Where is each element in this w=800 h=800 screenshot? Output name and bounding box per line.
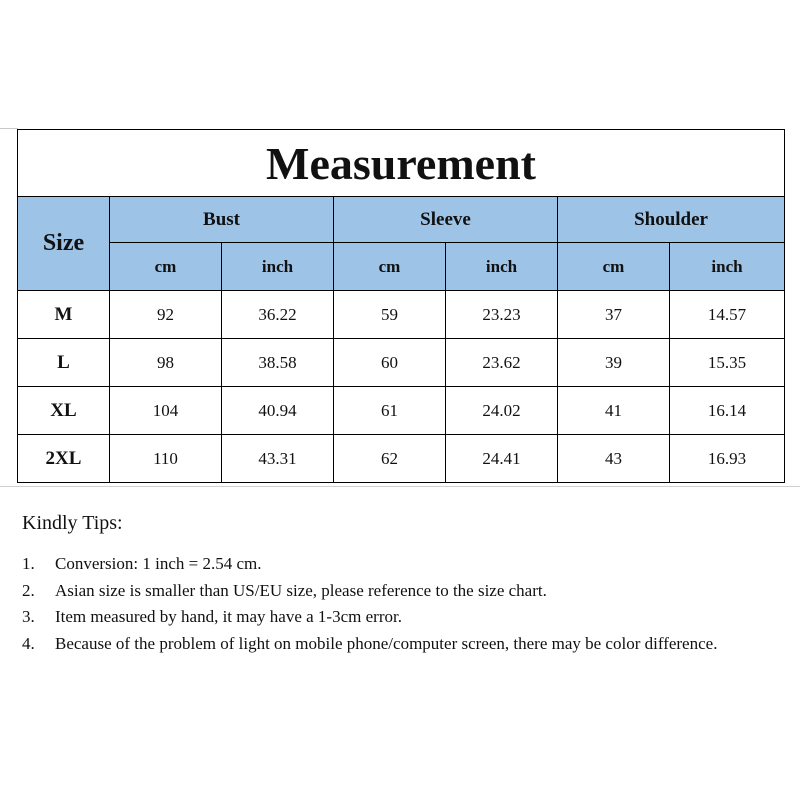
table-cell: 98 — [110, 339, 222, 387]
table-row — [18, 387, 785, 435]
unit-header: inch — [222, 243, 334, 291]
tip-number: 3. — [22, 607, 35, 626]
table-cell: 104 — [110, 387, 222, 435]
sleeve-header: Sleeve — [334, 197, 558, 243]
tip-text: Conversion: 1 inch = 2.54 cm. — [55, 554, 262, 573]
measurement-table — [17, 129, 785, 483]
bust-header: Bust — [110, 197, 334, 243]
size-cell: M — [18, 291, 110, 339]
table-cell: 38.58 — [222, 339, 334, 387]
table-cell: 110 — [110, 435, 222, 483]
top-divider — [0, 128, 18, 129]
table-cell: 23.62 — [446, 339, 558, 387]
table-cell: 43 — [558, 435, 670, 483]
unit-header: cm — [558, 243, 670, 291]
table-cell: 62 — [334, 435, 446, 483]
list-item — [22, 631, 782, 658]
table-cell: 39 — [558, 339, 670, 387]
size-cell: XL — [18, 387, 110, 435]
tip-text: Asian size is smaller than US/EU size, please reference to the size chart. — [55, 580, 547, 600]
table-cell: 40.94 — [222, 387, 334, 435]
list-item — [22, 551, 782, 578]
unit-header: cm — [110, 243, 222, 291]
size-column-header: Size — [18, 197, 110, 291]
table-cell: 59 — [334, 291, 446, 339]
unit-header: cm — [334, 243, 446, 291]
table-cell: 36.22 — [222, 291, 334, 339]
table-cell: 24.41 — [446, 435, 558, 483]
size-cell: 2XL — [18, 435, 110, 483]
list-item — [22, 604, 782, 631]
table-cell: 24.02 — [446, 387, 558, 435]
table-cell: 16.14 — [670, 387, 785, 435]
tip-text: Because of the problem of light on mobile phone/computer screen, there may be color difference. — [55, 633, 718, 653]
tip-number: 2. — [22, 580, 35, 600]
table-cell: 41 — [558, 387, 670, 435]
list-item — [22, 578, 782, 605]
tips-list — [22, 551, 782, 657]
table-cell: 60 — [334, 339, 446, 387]
table-cell: 61 — [334, 387, 446, 435]
tips-title: Kindly Tips: — [22, 512, 123, 534]
table-row — [18, 291, 785, 339]
unit-header: inch — [446, 243, 558, 291]
kindly-tips-section — [22, 512, 782, 657]
table-cell: 37 — [558, 291, 670, 339]
tip-text: Item measured by hand, it may have a 1-3cm error. — [55, 607, 402, 626]
table-cell: 14.57 — [670, 291, 785, 339]
measurement-table-wrapper — [17, 129, 785, 483]
unit-header: inch — [670, 243, 785, 291]
table-title: Measurement — [18, 130, 785, 197]
bottom-divider — [0, 486, 800, 487]
table-cell: 23.23 — [446, 291, 558, 339]
table-row — [18, 339, 785, 387]
shoulder-header: Shoulder — [558, 197, 785, 243]
table-cell: 92 — [110, 291, 222, 339]
table-cell: 43.31 — [222, 435, 334, 483]
table-cell: 16.93 — [670, 435, 785, 483]
table-cell: 15.35 — [670, 339, 785, 387]
table-row — [18, 435, 785, 483]
size-cell: L — [18, 339, 110, 387]
tip-number: 4. — [22, 633, 35, 653]
tip-number: 1. — [22, 554, 35, 573]
